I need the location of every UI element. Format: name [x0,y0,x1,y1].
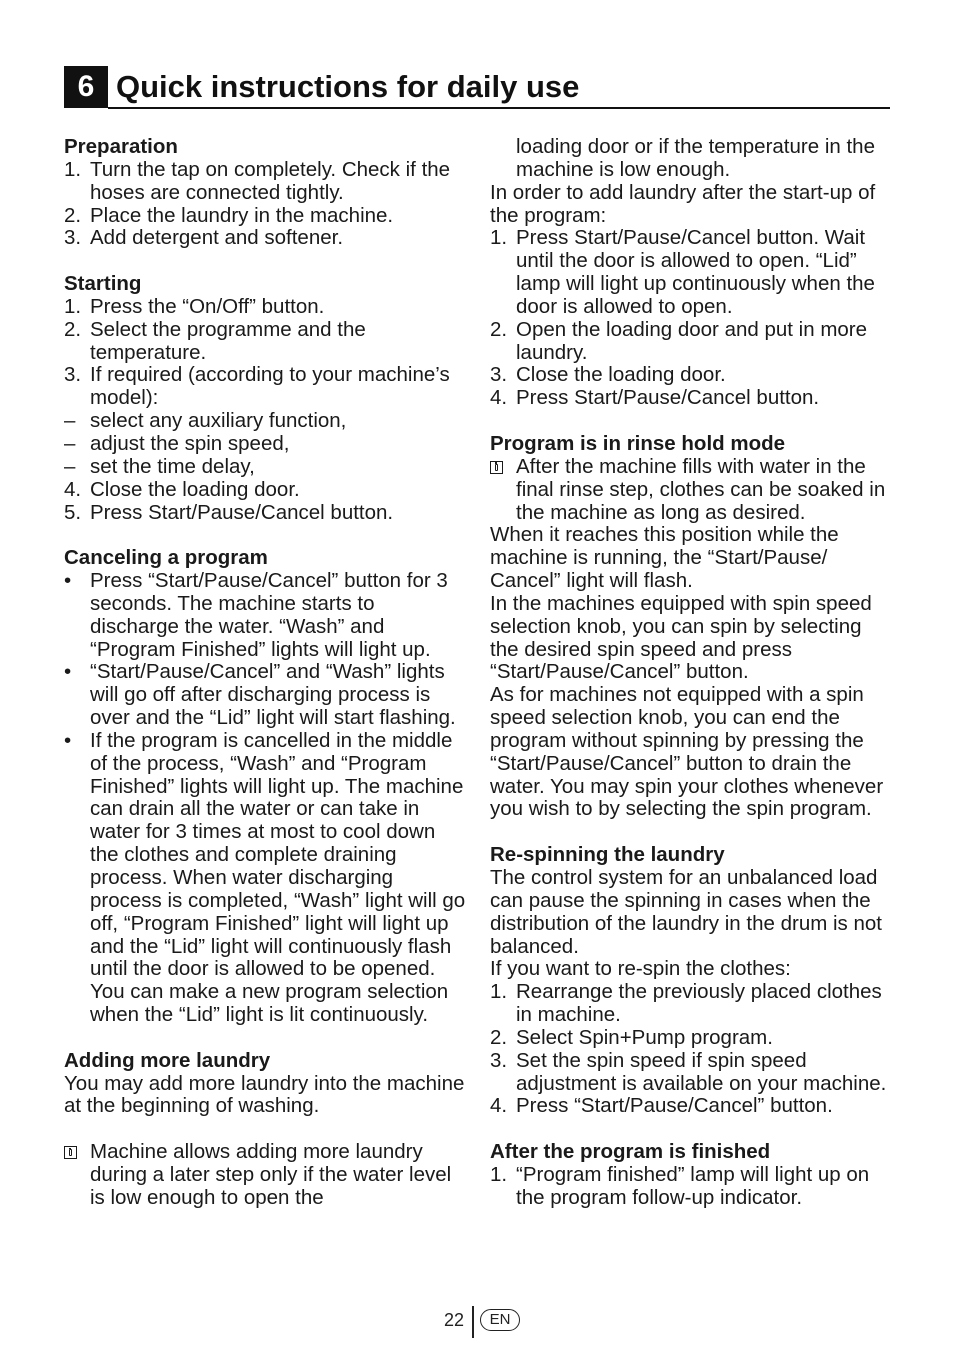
section-rinse-hold [490,433,890,821]
list-marker: 3. [490,363,508,387]
list-item [64,502,466,525]
list-item-text: Press Start/Pause/Cancel button. Wait until the door is allowed to open. “Lid” lamp will light up continuously when the door is allowed to open. [516,226,875,318]
page-header [64,64,890,108]
list-item [64,456,466,479]
page-number: 22 [443,1310,464,1330]
list-item [64,159,466,205]
list-item [64,364,466,410]
list-marker: 4. [490,386,508,410]
page-title: Quick instructions for daily use [116,69,580,104]
list-item-text: Press “Start/Pause/Cancel” button for 3 seconds. The machine starts to discharge the water. “Wash” and “Program Finished” lights will light up. [90,569,448,661]
list-item-text: Select Spin+Pump program. [516,1025,773,1049]
bullet-marker: • [64,728,72,752]
list-item [64,205,466,228]
list-marker: – [64,431,76,455]
list-marker: 2. [490,1025,508,1049]
paragraph: When it reaches this position while the machine is running, the “Start/Pause/ Cancel” light will flash. [490,523,839,593]
paragraph: As for machines not equipped with a spin speed selection knob, you can end the program without spinning by pressing the “Start/Pause/Cancel” button to drain the water. You may spin your clothes whenever you wish to by selecting the spin program. [490,683,884,821]
paragraph: In order to add laundry after the start-up of the program: [490,180,876,227]
list-item-text: Rearrange the previously placed clothes in machine. [516,980,882,1027]
list-item-text: “Start/Pause/Cancel” and “Wash” lights will go off after discharging process is over and the “Lid” light will start flashing. [90,660,456,730]
note-text: Machine allows adding more laundry during a later step only if the water level is low enough to open the [90,1140,452,1209]
list-item-text: select any auxiliary function, [90,409,347,433]
list-item-text: Press the “On/Off” button. [90,294,325,318]
section-heading: Preparation [64,135,178,158]
paragraph: You may add more laundry into the machine at the beginning of washing. [64,1071,465,1118]
list-item-text: Add detergent and softener. [90,226,344,250]
list-item [490,1027,890,1050]
list-marker: 3. [64,226,82,250]
list-item [64,319,466,365]
section-heading: Program is in rinse hold mode [490,431,786,455]
list-item [64,479,466,502]
list-item-text: If the program is cancelled in the middle of the process, “Wash” and “Program Finished” lights will light up. The machine can drain all the water or can take in water for 3 times at most to cool down the clothes and complete draining process. When water discharging process is completed, “Wash” light will go off, “Program Finished” light will light up and the “Lid” light will continuously flash until the door is allowed to be opened. You can make a new program selection when the “Lid” light is lit continuously. [90,728,466,1027]
paragraph: The control system for an unbalanced load can pause the spinning in cases when the distribution of the laundry in the drum is not balanced. [490,866,882,958]
list-item-text: If required (according to your machine’s model): [90,363,450,410]
section-after-finished [490,1141,890,1210]
note-text: After the machine fills with water in the final rinse step, clothes can be soaked in the machine as long as desired. [516,454,886,524]
list-marker: 1. [490,226,508,250]
list-marker: 4. [64,477,82,501]
list-item [490,364,890,387]
list-item-text: Close the loading door. [90,477,300,501]
list-item [64,296,466,319]
list-marker: 2. [64,317,82,341]
bullet-marker: • [64,569,72,593]
paragraph: If you want to re-spin the clothes: [490,957,791,981]
section-heading: Canceling a program [64,546,268,570]
list-marker: 1. [490,980,508,1004]
list-item [64,570,466,661]
list-item [490,981,890,1027]
section-heading: Starting [64,272,142,296]
list-item-text: set the time delay, [90,454,255,478]
paragraph: In the machines equipped with spin speed selection knob, you can spin by selecting the desired spin speed and press “Start/Pause/Cancel” button. [490,591,872,684]
list-item [64,730,466,1027]
list-marker: 1. [64,294,82,318]
list-marker: 3. [64,363,82,387]
list-item-text: Press Start/Pause/Cancel button. [90,500,394,524]
section-adding-more-laundry [64,1050,466,1210]
list-marker: 4. [490,1094,508,1118]
list-marker: 5. [64,500,82,524]
left-column [64,136,466,1210]
list-item-text: Close the loading door. [516,363,726,387]
info-note-continued [490,136,890,182]
info-note [64,1141,466,1210]
list-item [64,433,466,456]
info-icon [64,1146,77,1159]
info-icon [490,461,503,474]
bullet-marker: • [64,660,72,684]
list-marker: 3. [490,1048,508,1072]
section-starting [64,273,466,524]
list-item-text: Select the programme and the temperature. [90,317,366,364]
list-item-text: Open the loading door and put in more laundry. [516,317,868,364]
section-heading: After the program is finished [490,1140,771,1164]
right-column [490,136,890,1210]
list-item [64,410,466,433]
page-footer [0,1306,954,1338]
list-item-text: Set the spin speed if spin speed adjustment is available on your machine. [516,1048,887,1095]
list-marker: 2. [64,203,82,227]
section-preparation [64,136,466,250]
chapter-number-badge: 6 [64,66,108,108]
section-heading: Re-spinning the laundry [490,843,725,867]
note-text: loading door or if the temperature in the machine is low enough. [516,135,875,181]
footer-divider [472,1306,474,1338]
list-item [490,319,890,365]
list-item [490,387,890,410]
section-adding-more-continued [490,136,890,410]
list-item-text: Place the laundry in the machine. [90,203,394,227]
list-item-text: adjust the spin speed, [90,431,290,455]
list-item-text: Press “Start/Pause/Cancel” button. [516,1094,833,1118]
title-underline [108,107,890,109]
list-item [64,661,466,730]
list-item-text: Turn the tap on completely. Check if the hoses are connected tightly. [90,157,451,204]
list-item [490,1095,890,1118]
list-item [490,227,890,318]
list-item [64,227,466,250]
list-marker: 1. [64,157,82,181]
section-respinning [490,844,890,1118]
list-marker: – [64,409,76,433]
info-note [490,456,890,525]
list-marker: 1. [490,1162,508,1186]
list-item [490,1164,890,1210]
list-marker: 2. [490,317,508,341]
language-badge: EN [480,1309,520,1331]
list-item-text: Press Start/Pause/Cancel button. [516,386,820,410]
list-item [490,1050,890,1096]
list-item-text: “Program finished” lamp will light up on the program follow-up indicator. [516,1162,870,1209]
section-canceling [64,547,466,1027]
list-marker: – [64,454,76,478]
section-heading: Adding more laundry [64,1048,271,1072]
